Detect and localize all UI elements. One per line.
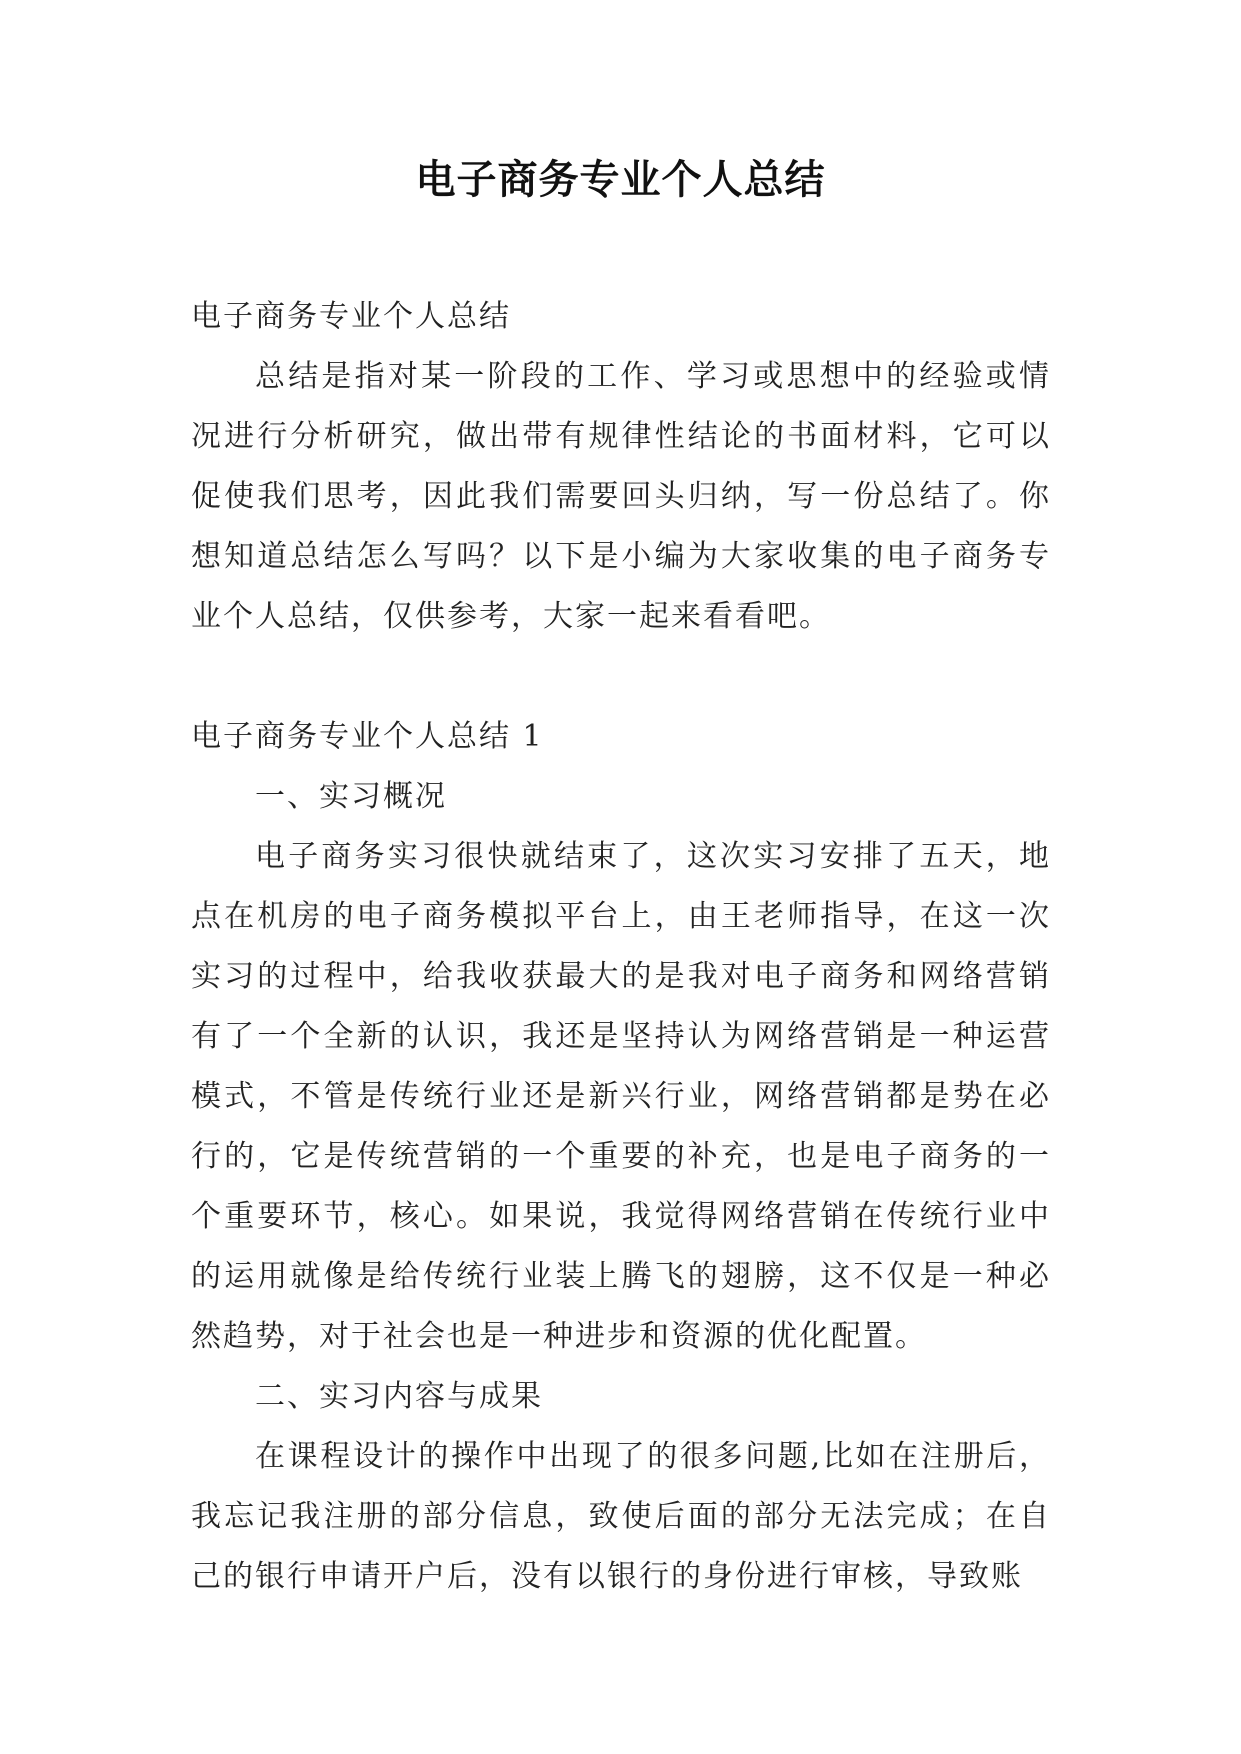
section-heading-internship-content: 二、实习内容与成果 (255, 1379, 543, 1414)
paragraph-subtitle: 电子商务专业个人总结 (191, 299, 511, 334)
document-body (191, 287, 1051, 1607)
section-heading-internship-overview: 一、实习概况 (255, 779, 447, 814)
section-heading-summary-1: 电子商务专业个人总结 1 (191, 719, 544, 754)
paragraph-internship-overview: 电子商务实习很快就结束了，这次实习安排了五天，地点在机房的电子商务模拟平台上，由王老师指导，在这一次实习的过程中，给我收获最大的是我对电子商务和网络营销有了一个全新的认识，我还是坚持认为网络营销是一种运营模式，不管是传统行业还是新兴行业，网络营销都是势在必行的，它是传统营销的一个重要的补充，也是电子商务的一个重要环节，核心。如果说，我觉得网络营销在传统行业中的运用就像是给传统行业装上腾飞的翅膀，这不仅是一种必然趋势，对于社会也是一种进步和资源的优化配置。 (191, 839, 1051, 1354)
paragraph-intro: 总结是指对某一阶段的工作、学习或思想中的经验或情况进行分析研究，做出带有规律性结论的书面材料，它可以促使我们思考，因此我们需要回头归纳，写一份总结了。你想知道总结怎么写吗？以下是小编为大家收集的电子商务专业个人总结，仅供参考，大家一起来看看吧。 (191, 359, 1051, 634)
document-title: 电子商务专业个人总结 (415, 157, 826, 203)
paragraph-internship-content: 在课程设计的操作中出现了的很多问题,比如在注册后，我忘记我注册的部分信息，致使后面的部分无法完成；在自己的银行申请开户后，没有以银行的身份进行审核，导致账 (191, 1439, 1051, 1594)
